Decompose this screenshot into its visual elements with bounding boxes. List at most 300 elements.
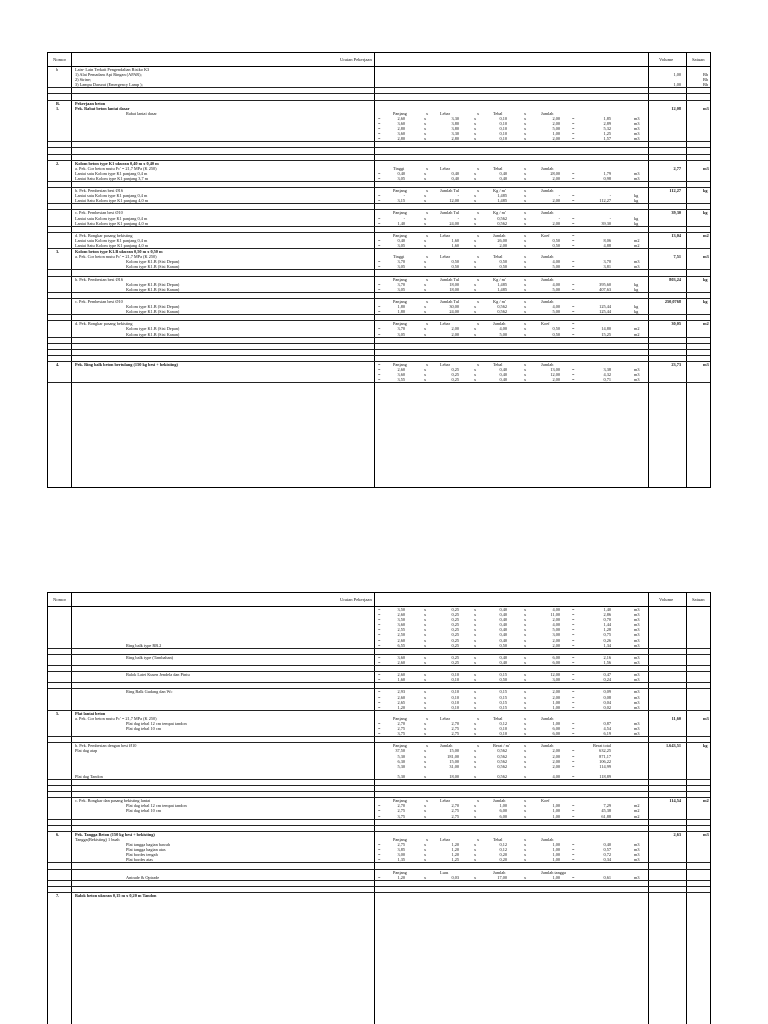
calc-header: Panjang [393, 869, 407, 875]
calc-value: 0,12 [499, 720, 507, 726]
equals-sign: = [378, 309, 381, 315]
calc-operator: x [424, 813, 427, 819]
calc-operator: = [572, 632, 575, 638]
row-number: B. [56, 100, 60, 106]
calc-operator: x [524, 637, 527, 643]
calc-header: Lebar [440, 254, 451, 260]
calc-value: 4,00 [552, 259, 560, 265]
calc-value: 1,00 [499, 803, 507, 809]
calc-value: 6,19 [603, 731, 611, 737]
calc-unit: m3 [634, 632, 640, 638]
calc-value: 1,20 [397, 874, 405, 880]
calc-value: 28,00 [550, 170, 560, 176]
calc-value: 0,61 [603, 874, 611, 880]
calc-value: 1,56 [603, 659, 611, 665]
equals-sign: = [378, 175, 381, 181]
calc-unit: m3 [634, 264, 640, 270]
calc-unit: m3 [634, 659, 640, 665]
calc-header: x [524, 298, 527, 304]
equals-sign: = [378, 193, 381, 199]
calc-operator: x [474, 607, 477, 612]
calc-unit: m3 [634, 170, 640, 176]
calc-value: 6,00 [552, 654, 560, 660]
calc-header: Tinggi [393, 165, 405, 171]
calc-header: Jumlah [493, 798, 506, 804]
calc-value: 0,40 [499, 654, 507, 660]
calc-value: 1,485 [497, 193, 507, 199]
calc-operator: x [474, 259, 477, 265]
calc-value: 125,44 [599, 304, 611, 310]
calc-value: 2,70 [397, 803, 405, 809]
calc-header: x [524, 715, 527, 721]
row-description: Kolom beton type K1.B ukuran 0,50 m x 0,50 m [75, 249, 163, 255]
calc-value: 2,00 [552, 220, 560, 226]
calc-operator: x [524, 632, 527, 638]
calc-operator: x [424, 193, 427, 199]
volume-value: 13,04 [671, 232, 681, 238]
row-description: a. Pek. Cor beton mutu Fc' = 21,7 MPa (K 250) [75, 165, 157, 171]
calc-unit: m3 [634, 607, 640, 612]
row-number: b [56, 67, 59, 72]
equals-sign: = [378, 672, 381, 678]
calc-value: 0,40 [499, 372, 507, 378]
calc-value: 8,06 [603, 237, 611, 243]
calc-value: 0,15 [499, 704, 507, 710]
calc-operator: = [572, 852, 575, 858]
calc-value: 6,00 [552, 731, 560, 737]
volume-value: 2,63 [673, 831, 681, 837]
calc-operator: x [474, 612, 477, 618]
calc-operator: x [474, 198, 477, 204]
calc-header: x [477, 743, 480, 749]
volume-unit: kg [703, 276, 708, 282]
calc-header: x [477, 361, 480, 367]
calc-operator: x [424, 642, 427, 648]
calc-unit: m3 [634, 612, 640, 618]
calc-value: 2,65 [397, 699, 405, 705]
row-description: Pekerjaan beton [75, 100, 106, 106]
calc-operator: x [524, 326, 527, 332]
equals-sign: = [378, 654, 381, 660]
calc-operator: x [524, 175, 527, 181]
calc-value: 181,00 [447, 753, 459, 759]
calc-header: x [477, 276, 480, 282]
calc-operator: x [474, 689, 477, 695]
calc-header: x [524, 798, 527, 804]
calc-operator: x [524, 813, 527, 819]
calc-operator: = [572, 243, 575, 248]
calc-operator: = [572, 115, 575, 121]
volume-unit: m3 [703, 715, 709, 721]
calc-header: x [426, 715, 429, 721]
calc-value: 0,10 [451, 672, 459, 678]
calc-operator: x [524, 309, 527, 315]
calc-operator: x [424, 304, 427, 310]
calc-header: x [477, 110, 480, 116]
calc-operator: x [424, 773, 427, 779]
calc-operator: x [474, 237, 477, 243]
calc-value: 0,40 [499, 659, 507, 665]
equals-sign: = [378, 699, 381, 705]
calc-value: 0,562 [497, 220, 507, 226]
calc-value: 2,60 [397, 115, 405, 121]
calc-value: 0,40 [499, 622, 507, 628]
calc-value: 1,485 [497, 286, 507, 292]
calc-operator: = [572, 126, 575, 132]
calc-value: 5,30 [397, 753, 405, 759]
calc-operator: = [572, 753, 575, 759]
calc-value: 5,30 [397, 773, 405, 779]
calc-header: Koef [541, 232, 550, 238]
volume-unit: Bh [703, 82, 709, 88]
calc-operator: x [474, 326, 477, 332]
calc-value: 0,562 [497, 309, 507, 315]
calc-operator: = [572, 758, 575, 764]
calc-value: 2,00 [552, 763, 560, 769]
calc-value: 0,25 [451, 632, 459, 638]
calc-operator: x [424, 763, 427, 769]
calc-operator: x [524, 720, 527, 726]
row-sub-description: Plat bordes atas [126, 857, 153, 863]
row-sub-description: Kolom type K1.B (Sisi Kanan) [126, 331, 180, 337]
calc-value: 0,87 [603, 720, 611, 726]
calc-operator: = [572, 622, 575, 628]
calc-value: 0,562 [497, 304, 507, 310]
calc-value: 4,54 [603, 726, 611, 732]
calc-operator: = [572, 175, 575, 181]
row-sub-description: Plat dag tebal 10 cm [126, 808, 162, 814]
calc-value: 2,16 [603, 654, 611, 660]
calc-header: Jumlah [493, 869, 506, 875]
calc-value: 0,15 [499, 672, 507, 678]
calc-operator: x [424, 699, 427, 705]
calc-header: Jumlah tangga [541, 869, 566, 875]
calc-value: 4,00 [552, 622, 560, 628]
calc-value: 2,80 [451, 136, 459, 142]
calc-header: x [426, 298, 429, 304]
calc-value: 1,34 [603, 642, 611, 648]
calc-header: Tebal [493, 361, 503, 367]
calc-value: 3,70 [397, 259, 405, 265]
volume-value: 23,73 [671, 361, 681, 367]
calc-operator: x [474, 136, 477, 142]
calc-value: 0,15 [499, 699, 507, 705]
row-description: d. Pek. Bongkar pasang bekisting [75, 321, 133, 327]
calc-value: 2,60 [397, 637, 405, 643]
calc-operator: x [474, 659, 477, 665]
calc-value: 2,00 [552, 136, 560, 142]
calc-header: Panjang [393, 188, 407, 194]
calc-operator: x [474, 264, 477, 270]
calc-value: 18,00 [449, 286, 459, 292]
calc-value: 0,25 [451, 637, 459, 643]
equals-sign: = [378, 726, 381, 732]
calc-value: 0,25 [451, 617, 459, 623]
calc-operator: = [572, 726, 575, 732]
calc-value: 1,485 [497, 198, 507, 204]
calc-header: x [426, 836, 429, 842]
calc-operator: x [524, 131, 527, 137]
calc-value: 3,00 [552, 632, 560, 638]
calc-header: Jumlah [541, 836, 554, 842]
calc-value: 1,85 [603, 115, 611, 121]
calc-header: x [477, 210, 480, 216]
calc-value: 3,70 [397, 281, 405, 287]
calc-value: - [609, 215, 611, 221]
calc-value: 2,60 [397, 672, 405, 678]
calc-value: 2,55 [397, 627, 405, 633]
calc-operator: = [572, 612, 575, 618]
calc-header: x [524, 743, 527, 749]
calc-value: 0,15 [499, 694, 507, 700]
calc-header: Panjang [393, 298, 407, 304]
calc-value: 2,86 [603, 612, 611, 618]
equals-sign: = [378, 847, 381, 853]
calc-operator: x [424, 672, 427, 678]
calc-value: - [609, 193, 611, 199]
volume-value: 112,27 [669, 188, 681, 194]
calc-operator: = [572, 237, 575, 243]
equals-sign: = [378, 377, 381, 383]
calc-value: 0,10 [451, 694, 459, 700]
calc-unit: m3 [634, 126, 640, 132]
calc-operator: x [524, 281, 527, 287]
calc-value: 2,75 [451, 726, 459, 732]
calc-value: 5,30 [397, 763, 405, 769]
calc-operator: x [474, 193, 477, 199]
calc-value: 3,05 [397, 286, 405, 292]
calc-operator: x [524, 726, 527, 732]
row-description: b. Pek. Pembesian dengan besi Ø10 [75, 743, 137, 749]
equals-sign: = [378, 694, 381, 700]
calc-value: 0,71 [603, 377, 611, 383]
calc-value: 3,60 [397, 120, 405, 126]
calc-value: 17,00 [497, 874, 507, 880]
calc-value: 2,00 [552, 753, 560, 759]
calc-operator: x [524, 286, 527, 292]
calc-operator: x [524, 874, 527, 880]
calc-header: Kg / m' [493, 298, 506, 304]
calc-operator: x [524, 136, 527, 142]
calc-operator: = [572, 367, 575, 373]
calc-value: 0,70 [603, 617, 611, 623]
calc-operator: x [474, 704, 477, 710]
calc-value: 2,75 [451, 813, 459, 819]
calc-operator: x [524, 672, 527, 678]
calc-value: 3,05 [397, 331, 405, 337]
calc-operator: = [572, 857, 575, 863]
calc-operator: = [572, 607, 575, 612]
calc-value: 0,40 [499, 170, 507, 176]
calc-operator: x [474, 372, 477, 378]
calc-value: 2,93 [397, 689, 405, 695]
volume-unit: m2 [703, 321, 709, 327]
calc-value: 5,00 [552, 309, 560, 315]
calc-unit: m3 [634, 672, 640, 678]
calc-value: 2,75 [397, 808, 405, 814]
calc-value: 407,63 [599, 286, 611, 292]
calc-operator: x [474, 857, 477, 863]
row-number: 5. [56, 710, 60, 716]
calc-value: 2,50 [397, 632, 405, 638]
calc-header: x [524, 110, 527, 116]
calc-operator: x [524, 803, 527, 809]
calc-header: x [426, 798, 429, 804]
row-description: 1) Alat Pemadam Api Ringan (APAR); [75, 72, 142, 78]
calc-value: 4,00 [552, 773, 560, 779]
row-description: c. Pek. Pembesian besi Ø10 [75, 210, 123, 216]
calc-value: 2,00 [451, 326, 459, 332]
calc-value: 15,00 [449, 758, 459, 764]
calc-header: Luas [440, 869, 449, 875]
calc-value: 0,40 [603, 842, 611, 848]
calc-header: Jumlah Tul [440, 188, 460, 194]
calc-value: 0,20 [499, 852, 507, 858]
calc-header: Panjang [393, 798, 407, 804]
calc-operator: x [474, 731, 477, 737]
calc-value: 0,10 [451, 704, 459, 710]
calc-operator: = [572, 286, 575, 292]
equals-sign: = [378, 731, 381, 737]
calc-operator: = [572, 372, 575, 378]
calc-operator: x [474, 617, 477, 623]
calc-value: 2,75 [451, 731, 459, 737]
calc-header: x [524, 276, 527, 282]
calc-operator: x [424, 654, 427, 660]
calc-operator: = [572, 654, 575, 660]
calc-value: 1,20 [451, 842, 459, 848]
calc-value: 12,00 [550, 672, 560, 678]
calc-value: 13,00 [550, 367, 560, 373]
calc-header: Jumlah Tul [440, 276, 460, 282]
calc-value: 3,55 [397, 377, 405, 383]
calc-operator: = [572, 627, 575, 633]
calc-value: 0,24 [603, 677, 611, 683]
row-sub-description: Plat dag tebal 10 cm [126, 726, 162, 732]
calc-header: x [524, 254, 527, 260]
calc-value: 1,20 [451, 852, 459, 858]
calc-operator: x [474, 726, 477, 732]
row-description: a. Pek. Cor beton mutu Fc' = 21,7 MPa (K 250) [75, 715, 157, 721]
calc-value: 0,02 [603, 704, 611, 710]
calc-value: 2,89 [603, 120, 611, 126]
equals-sign: = [378, 198, 381, 204]
calc-value: 0,57 [603, 847, 611, 853]
calc-header: x [524, 165, 527, 171]
calc-header: x [524, 232, 527, 238]
volume-unit: Bh [703, 72, 709, 78]
row-number: 3. [56, 249, 60, 255]
row-sub-description: Plat tangga bagian bawah [126, 842, 171, 848]
calc-operator: x [474, 813, 477, 819]
calc-operator: x [524, 654, 527, 660]
header-volume: Volume [659, 597, 674, 602]
row-description: b. Pek. Pembesian besi Ø16 [75, 188, 123, 194]
equals-sign: = [378, 215, 381, 221]
equals-sign: = [378, 259, 381, 265]
calc-value: 18,00 [449, 281, 459, 287]
calc-header: Lebar [440, 798, 451, 804]
calc-value: 3,50 [397, 607, 405, 612]
calc-header: = [572, 232, 575, 238]
calc-value: 1,25 [603, 131, 611, 137]
equals-sign: = [378, 874, 381, 880]
calc-header: Panjang [393, 321, 407, 327]
calc-value: 0,25 [451, 642, 459, 648]
calc-unit: m3 [634, 857, 640, 863]
calc-value: 1,00 [552, 857, 560, 863]
calc-operator: x [524, 237, 527, 243]
calc-operator: x [524, 607, 527, 612]
calc-operator: x [424, 326, 427, 332]
calc-header: x [426, 232, 429, 238]
calc-header: Tebal [493, 254, 503, 260]
calc-operator: x [474, 842, 477, 848]
calc-value: 0,15 [499, 689, 507, 695]
calc-header: x [524, 836, 527, 842]
calc-operator: x [424, 748, 427, 754]
volume-unit: m3 [703, 254, 709, 260]
calc-value: 3,75 [397, 731, 405, 737]
calc-operator: x [474, 367, 477, 373]
header-nomor: Nomor [53, 597, 67, 602]
calc-header: Jumlah [493, 321, 506, 327]
calc-header: x [477, 254, 480, 260]
calc-unit: m3 [634, 704, 640, 710]
calc-operator: x [474, 115, 477, 121]
calc-value: 5,00 [552, 286, 560, 292]
calc-unit: m3 [634, 372, 640, 378]
calc-operator: x [424, 237, 427, 243]
calc-operator: x [474, 773, 477, 779]
calc-operator: = [572, 813, 575, 819]
row-description: Lantai Satu Kolom type K1 panjang 4,0 m [75, 220, 149, 226]
calc-header: Panjang [393, 276, 407, 282]
calc-value: - [403, 215, 405, 221]
calc-value: 5,00 [499, 331, 507, 337]
calc-value: 2,75 [397, 726, 405, 732]
volume-unit: m2 [703, 798, 709, 804]
equals-sign: = [378, 612, 381, 618]
calc-value: 3,30 [451, 115, 459, 121]
calc-value: 0,25 [451, 372, 459, 378]
worksheet-page-1 [47, 52, 711, 488]
calc-operator: x [474, 672, 477, 678]
calc-header: Jumlah [541, 715, 554, 721]
calc-value: 106,22 [599, 758, 611, 764]
equals-sign: = [378, 115, 381, 121]
row-description: Lantai Satu Kolom type K1 panjang 4,0 m [75, 243, 149, 248]
calc-value: 3,75 [397, 813, 405, 819]
calc-operator: x [524, 331, 527, 337]
volume-unit: m3 [703, 831, 709, 837]
calc-value: 2,70 [451, 720, 459, 726]
calc-value: 6,00 [499, 813, 507, 819]
equals-sign: = [378, 372, 381, 378]
calc-operator: x [424, 694, 427, 700]
calc-header: = [572, 321, 575, 327]
calc-operator: x [524, 170, 527, 176]
calc-header: Koef [541, 798, 550, 804]
equals-sign: = [378, 126, 381, 132]
equals-sign: = [378, 659, 381, 665]
calc-value: 0,562 [497, 753, 507, 759]
calc-value: 3,38 [603, 367, 611, 373]
calc-header: x [426, 361, 429, 367]
calc-value: 7,29 [603, 803, 611, 809]
calc-header: x [477, 188, 480, 194]
calc-value: 0,50 [451, 264, 459, 270]
